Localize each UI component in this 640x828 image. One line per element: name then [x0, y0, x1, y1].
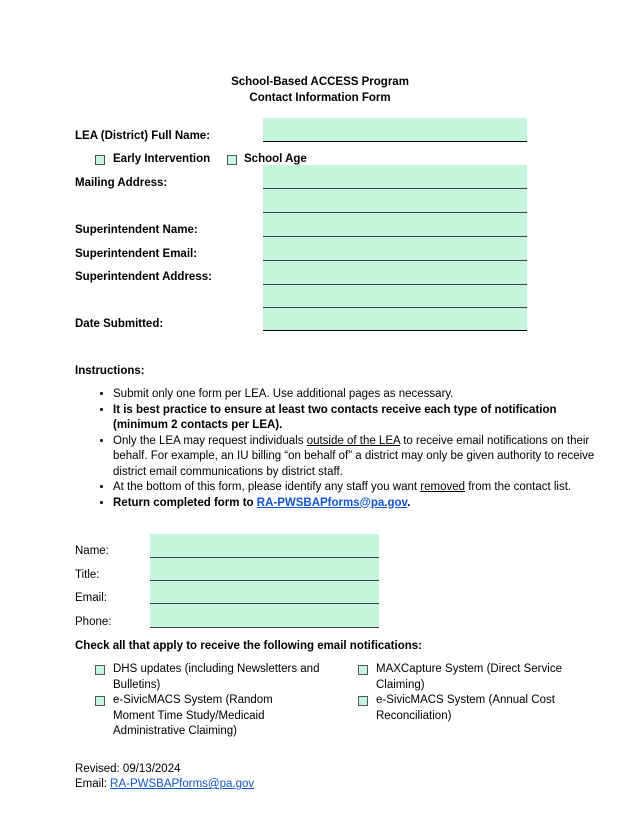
- contact-email-field[interactable]: [150, 581, 379, 604]
- school-age-label: School Age: [244, 153, 307, 165]
- early-intervention-checkbox[interactable]: [95, 155, 105, 165]
- maxcapture-label: MAXCapture System (Direct Service Claiming): [376, 663, 562, 691]
- notifications-heading: Check all that apply to receive the following email notifications:: [75, 640, 422, 652]
- esivic-rmts-checkbox[interactable]: [95, 696, 105, 706]
- superintendent-email-field[interactable]: [263, 237, 527, 261]
- instruction-item: [113, 434, 613, 481]
- footer-email-line: [75, 778, 254, 790]
- lea-name-field[interactable]: [263, 118, 527, 142]
- contact-title-label: Title:: [75, 569, 100, 581]
- esivic-annual-checkbox[interactable]: [358, 696, 368, 706]
- superintendent-address-label: Superintendent Address:: [75, 271, 212, 283]
- date-submitted-label: Date Submitted:: [75, 318, 164, 330]
- lea-name-label: LEA (District) Full Name:: [75, 130, 211, 142]
- instructions-list: [75, 387, 613, 511]
- mailing-address-field-2[interactable]: [263, 189, 527, 213]
- contact-name-label: Name:: [75, 545, 109, 557]
- footer-email-link[interactable]: RA-PWSBAPforms@pa.gov: [110, 778, 255, 790]
- instruction-item: [113, 496, 613, 512]
- instruction-item: [113, 480, 613, 496]
- dhs-updates-checkbox[interactable]: [95, 665, 105, 675]
- school-age-checkbox[interactable]: [227, 155, 237, 165]
- mailing-address-label: Mailing Address:: [75, 177, 168, 189]
- superintendent-address-field-1[interactable]: [263, 261, 527, 285]
- early-intervention-label: Early Intervention: [113, 153, 211, 165]
- instruction-underline: removed: [420, 481, 466, 493]
- contact-name-field[interactable]: [150, 534, 379, 558]
- instruction-text: Only the LEA may request individuals: [113, 434, 307, 447]
- instruction-text: It is best practice to ensure at least two contacts receive each type of notification (minimum 2 contacts per LEA).: [113, 403, 557, 431]
- dhs-updates-label: DHS updates (including Newsletters and Bulletins): [113, 663, 320, 691]
- contact-phone-label: Phone:: [75, 616, 112, 628]
- contact-email-label: Email:: [75, 592, 107, 604]
- instruction-text: Submit only one form per LEA. Use additional pages as necessary.: [113, 388, 454, 400]
- instruction-text: .: [407, 496, 411, 509]
- maxcapture-checkbox[interactable]: [358, 665, 368, 675]
- superintendent-address-field-2[interactable]: [263, 285, 527, 308]
- esivic-rmts-label: e-SivicMACS System (Random Moment Time Study/Medicaid Administrative Claiming): [113, 694, 273, 737]
- superintendent-name-field[interactable]: [263, 213, 527, 237]
- contact-phone-field[interactable]: [150, 604, 379, 628]
- instructions-heading: Instructions:: [75, 365, 145, 377]
- form-title: School-Based ACCESS Program: [231, 76, 409, 88]
- contact-title-field[interactable]: [150, 558, 379, 581]
- mailing-address-field-1[interactable]: [263, 165, 527, 189]
- superintendent-email-label: Superintendent Email:: [75, 248, 198, 260]
- superintendent-name-label: Superintendent Name:: [75, 224, 198, 236]
- instruction-text: At the bottom of this form, please identify any staff you want: [113, 481, 421, 493]
- instruction-text: Return completed form to: [113, 496, 257, 509]
- form-subtitle: Contact Information Form: [249, 92, 391, 104]
- footer-email-label: Email:: [75, 778, 111, 790]
- revised-date: Revised: 09/13/2024: [75, 763, 181, 775]
- return-email-link[interactable]: RA-PWSBAPforms@pa.gov: [256, 496, 408, 509]
- date-submitted-field[interactable]: [263, 308, 527, 331]
- instruction-item: [113, 387, 613, 403]
- instruction-text: from the contact list.: [465, 481, 572, 493]
- esivic-annual-label: e-SivicMACS System (Annual Cost Reconciliation): [376, 694, 555, 722]
- instruction-item: [113, 403, 613, 434]
- instruction-text: to receive email notifications on their behalf. For example, an IU billing “on behalf of” a district may only be given authority to receive district email communications by district staff.: [113, 434, 595, 478]
- instruction-underline: outside of the LEA: [306, 434, 401, 447]
